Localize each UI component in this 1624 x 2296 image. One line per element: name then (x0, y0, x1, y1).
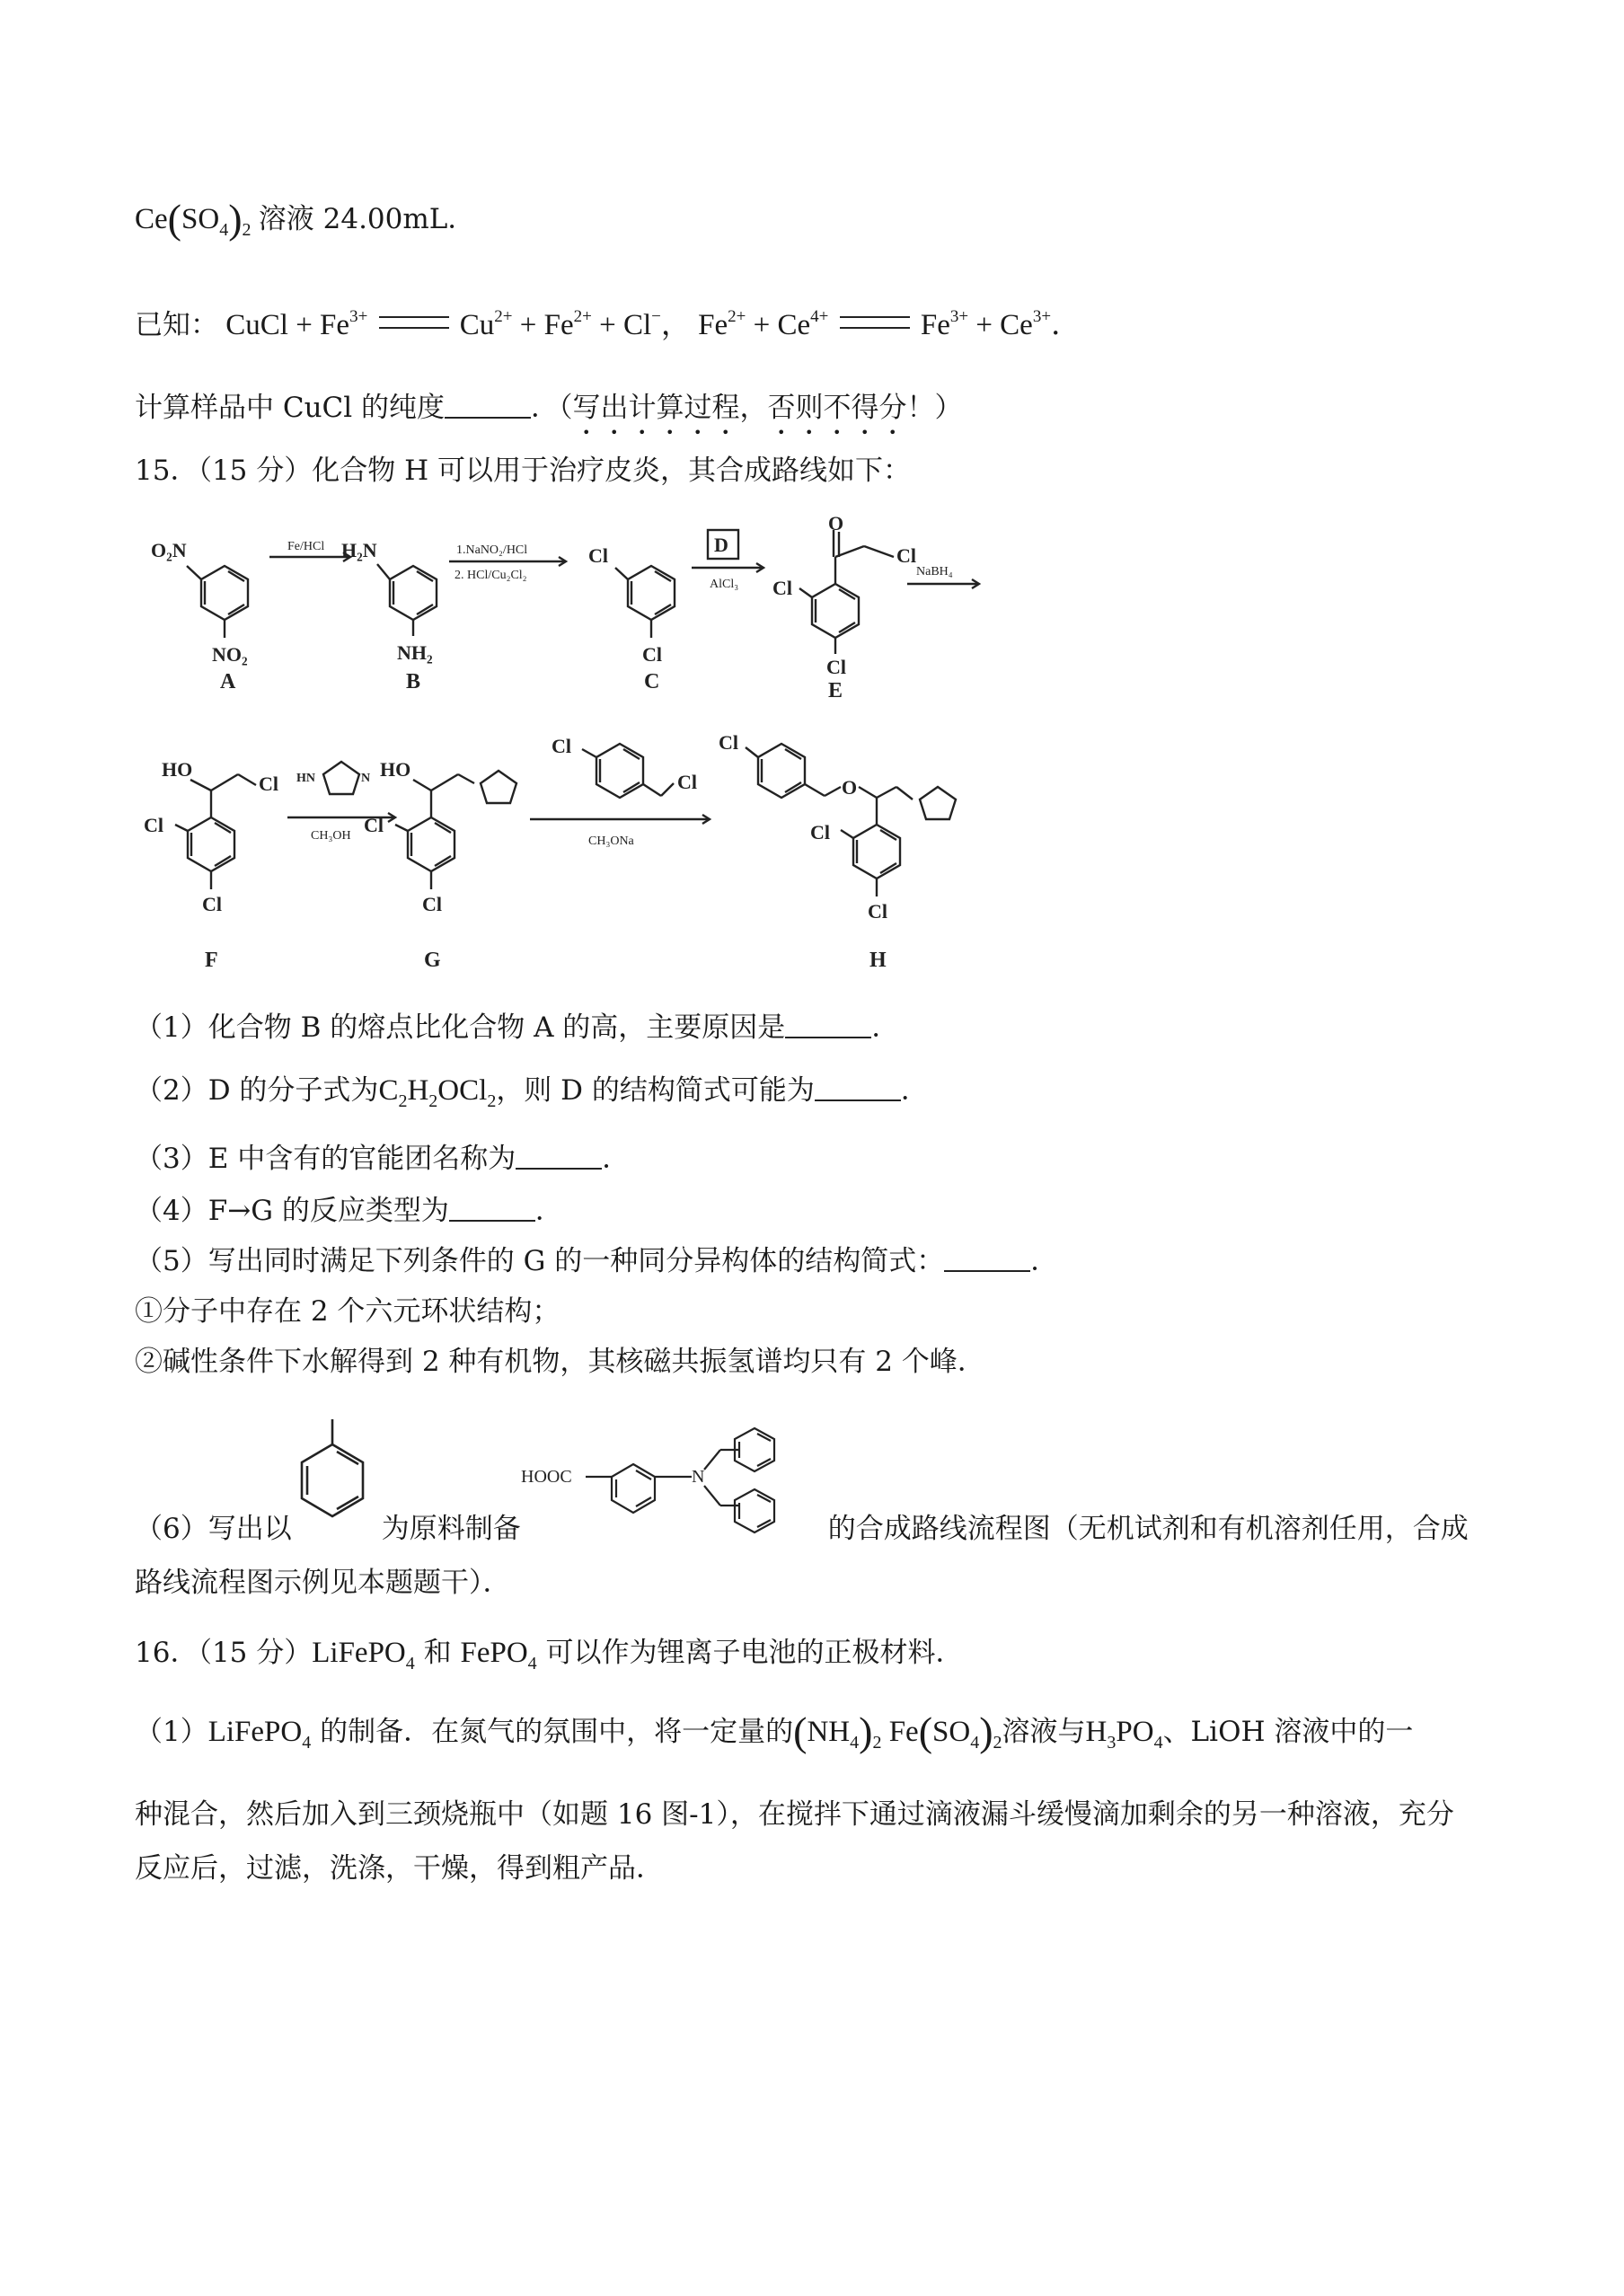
svg-text:H: H (869, 949, 887, 972)
compound-F (175, 774, 256, 889)
compound-H (746, 744, 956, 896)
q16-part1-line2: 种混合，然后加入到三颈烧瓶中（如题 16 图-1），在搅拌下通过滴液漏斗缓慢滴加剩余的另一种溶液，充分 (135, 1798, 1454, 1831)
compound-B (377, 564, 437, 636)
svg-text:Cl: Cl (202, 893, 222, 915)
q16-part1-line3: 反应后，过滤，洗涤，干燥，得到粗产品． (135, 1852, 664, 1885)
equals-sign (840, 316, 910, 329)
q15-part3: （3）E 中含有的官能团名称为 ． (135, 1143, 631, 1175)
synthesis-scheme-row2 (135, 719, 997, 988)
known-equations: 已知： CuCl + $Fe^{3+}$ $Cu^{2+} + Fe^{2+} + Cl^-$， $Fe^{2+} + Ce^{4+}$ $Fe^{3+} + Ce^{3+}$． (135, 307, 1081, 341)
svg-text:Fe/HCl: Fe/HCl (287, 540, 325, 553)
answer-blank[interactable] (815, 1073, 901, 1101)
svg-text:F: F (205, 949, 218, 972)
svg-text:Cl: Cl (552, 735, 571, 757)
equals-sign (379, 316, 449, 329)
q15-condition2: ②碱性条件下水解得到 2 种有机物，其核磁共振氢谱均只有 2 个峰． (135, 1346, 985, 1378)
svg-text:Cl: Cl (719, 731, 738, 754)
svg-text:HOOC: HOOC (521, 1467, 572, 1487)
svg-text:Cl: Cl (677, 771, 697, 793)
svg-text:Cl: Cl (642, 643, 662, 666)
svg-text:1.NaNO₂/HCl: 1.NaNO₂/HCl (456, 543, 528, 557)
svg-text:HN: HN (296, 772, 315, 785)
ce-volume-line: $Ce(SO_4)_2$ 溶液 24.00mL． (135, 196, 476, 242)
svg-text:HO: HO (380, 758, 411, 781)
svg-text:2. HCl/Cu₂Cl₂: 2. HCl/Cu₂Cl₂ (455, 569, 527, 582)
answer-blank[interactable] (449, 1193, 535, 1222)
svg-text:D: D (714, 534, 728, 556)
svg-text:O₂N: O₂N (151, 539, 187, 561)
svg-text:NH₂: NH₂ (397, 641, 433, 664)
svg-text:Cl: Cl (364, 814, 384, 836)
compound-A (187, 566, 248, 638)
purity-question: 计算样品中 CuCl 的纯度 ．（写出计算过程，否则不得分！） (135, 392, 963, 424)
svg-text:O: O (828, 512, 844, 534)
svg-text:B: B (406, 670, 421, 693)
q15-condition1: ①分子中存在 2 个六元环状结构； (135, 1295, 560, 1328)
svg-text:Cl: Cl (868, 900, 887, 923)
svg-text:Cl: Cl (422, 893, 442, 915)
svg-text:CH₃OH: CH₃OH (311, 829, 351, 843)
svg-text:Cl: Cl (259, 773, 278, 795)
svg-text:C: C (644, 670, 660, 693)
svg-text:Cl: Cl (144, 814, 163, 836)
svg-text:Cl: Cl (826, 656, 846, 678)
svg-text:NO₂: NO₂ (212, 643, 248, 666)
synthesis-scheme-row1 (135, 512, 1033, 719)
imidazole-reagent (323, 762, 359, 794)
answer-blank[interactable] (944, 1243, 1030, 1272)
q15-header: 15．（15 分）化合物 H 可以用于治疗皮炎，其合成路线如下： (135, 455, 911, 487)
answer-blank[interactable] (785, 1010, 871, 1038)
svg-text:Cl: Cl (588, 544, 608, 567)
svg-text:Cl: Cl (772, 577, 792, 599)
svg-text:N: N (692, 1467, 705, 1487)
svg-text:CH₃ONa: CH₃ONa (588, 835, 634, 848)
svg-text:HO: HO (162, 758, 193, 781)
answer-blank[interactable] (445, 390, 531, 419)
q15-part4: （4）F→G 的反应类型为 ． (135, 1195, 563, 1227)
svg-text:E: E (828, 679, 843, 702)
chlorobenzyl-chloride-reagent (582, 744, 674, 798)
svg-text:AlCl₃: AlCl₃ (710, 578, 739, 591)
q15-part2: （2）D 的分子式为$C_2H_2OCl_2$，则 D 的结构简式可能为 ． (135, 1074, 929, 1111)
compound-G (395, 771, 516, 889)
svg-text:N: N (361, 772, 371, 785)
svg-text:H₂N: H₂N (341, 539, 377, 561)
compound-E (799, 530, 894, 654)
svg-text:NaBH₄: NaBH₄ (916, 565, 953, 578)
q15-part6-cont: 路线流程图示例见本题题干）． (135, 1567, 511, 1599)
svg-text:Cl: Cl (810, 821, 830, 843)
compound-C (615, 566, 675, 638)
q15-part6: （6）写出以 为原料制备 的合成路线流程图（无机试剂和有机溶剂任用，合成 (135, 1513, 1469, 1545)
svg-text:A: A (220, 670, 236, 693)
q16-part1: （1）LiFePO$_4$ 的制备．在氮气的氛围中，将一定量的$(NH_4)_2$ $Fe(SO_4)_2$溶液与$H_3PO_4$、LiOH 溶液中的一 (135, 1709, 1414, 1754)
answer-blank[interactable] (516, 1141, 602, 1170)
svg-text:Cl: Cl (896, 544, 916, 567)
q15-part5: （5）写出同时满足下列条件的 G 的一种同分异构体的结构简式： ． (135, 1245, 1059, 1277)
q16-header: 16．（15 分）LiFePO$_4$ 和 FePO$_4$ 可以作为锂离子电池的正极材料． (135, 1637, 964, 1673)
svg-text:G: G (424, 949, 441, 972)
svg-text:O: O (842, 776, 858, 799)
q15-part1: （1）化合物 B 的熔点比化合物 A 的高，主要原因是 ． (135, 1011, 900, 1044)
